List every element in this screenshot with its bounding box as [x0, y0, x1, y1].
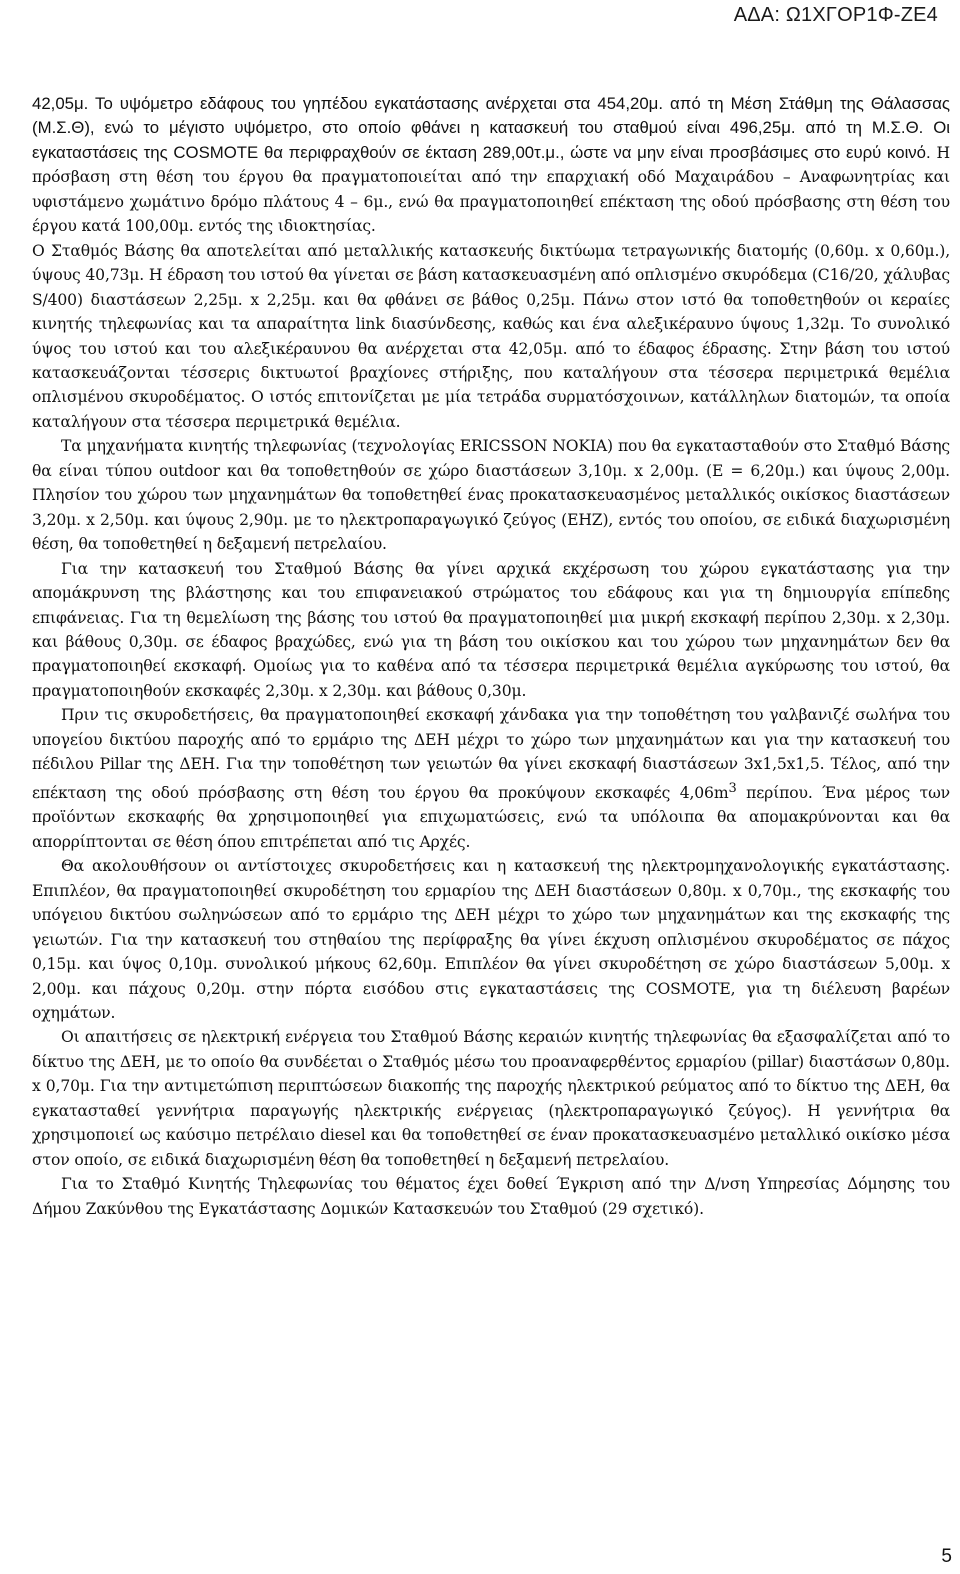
- paragraph-5: [32, 703, 950, 854]
- paragraph-1-serif-text: Η πρόσβαση στη θέση του έργου θα πραγματοποιείται από την επαρχιακή οδό Μαχαιράδου – Αναφωνητρίας και υφιστάμενο χωμάτινο δρόμο πλάτους 4 – 6μ., ενώ θα πραγματοποιηθεί επέκταση της οδού πρόσβασης στη θέση του έργου κατά 100,00μ. εντός της ιδιοκτησίας.: [32, 143, 950, 236]
- page-number: 5: [941, 1546, 952, 1567]
- paragraph-8: Για το Σταθμό Κινητής Τηλεφωνίας του θέματος έχει δοθεί Έγκριση από την Δ/νση Υπηρεσίας Δόμησης του Δήμου Ζακύνθου της Εγκατάστασης Δομικών Κατασκευών του Σταθμού (29 σχετικό).: [32, 1175, 950, 1218]
- paragraph-5-text-a: Πριν τις σκυροδετήσεις, θα πραγματοποιηθεί εκσκαφή χάνδακα για την τοποθέτηση του γαλβανιζέ σωλήνα του υπογείου δικτύου παροχής από το ερμάριο της ΔΕΗ μέχρι το χώρο των μηχανημάτων και για την κατασκευή του πέδιλου Pillar της ΔΕΗ. Για την τοποθέτηση των γειωτών θα γίνει εκσκαφή διαστάσεων 3x1,5x1,5. Τέλος, από την επέκταση της οδού πρόσβασης στη θέση του έργου θα προκύψουν εκσκαφές 4,06m: [32, 706, 950, 802]
- document-body: [32, 92, 950, 1221]
- paragraph-1-sans-text: 42,05μ. Το υψόμετρο εδάφους του γηπέδου εγκατάστασης ανέρχεται στα 454,20μ. από τη Μέση Στάθμη της Θάλασσας (Μ.Σ.Θ), ενώ το μέγιστο υψόμετρο, στο οποίο φθάνει η κατασκευή του σταθμού είναι 496,25μ. από τη Μ.Σ.Θ. Οι εγκαταστάσεις της COSMOTE θα περιφραχθούν σε έκταση 289,00τ.μ., ώστε να μην είναι προσβάσιμες στο ευρύ κοινό.: [32, 94, 950, 162]
- paragraph-1: [32, 92, 950, 239]
- paragraph-7: Οι απαιτήσεις σε ηλεκτρική ενέργεια του Σταθμού Βάσης κεραιών κινητής τηλεφωνίας θα εξασφαλίζεται από το δίκτυο της ΔΕΗ, με το οποίο θα συνδέεται ο Σταθμός μέσω του προαναφερθέντος ερμαρίου (pillar) διαστάσων 0,80μ. x 0,70μ. Για την αντιμετώπιση περιπτώσεων διακοπής της παροχής ηλεκτρικού ρεύματος από το δίκτυο της ΔΕΗ, θα εγκατασταθεί γεννήτρια παραγωγής ηλεκτρικής ενέργειας (ηλεκτροπαραγωγικό ζεύγος). Η γεννήτρια θα χρησιμοποιεί ως καύσιμο πετρέλαιο diesel και θα τοποθετηθεί σε έναν προκατασκευασμένο μεταλλικό οικίσκο μέσα στον οποίο, σε ειδικά διαχωρισμένη θέση θα τοποθετηθεί η δεξαμενή πετρελαίου.: [32, 1028, 950, 1169]
- paragraph-4: Για την κατασκευή του Σταθμού Βάσης θα γίνει αρχικά εκχέρσωση του χώρου εγκατάστασης για την απομάκρυνση της βλάστησης και του επιφανειακού στρώματος του εδάφους και για τη δημιουργία επίπεδης επιφάνειας. Για τη θεμελίωση της βάσης του ιστού θα πραγματοποιηθεί μια μικρή εκσκαφή περίπου 2,30μ. x 2,30μ. και βάθους 0,30μ. σε έδαφος βραχώδες, ενώ για τη βάση του οικίσκου και του χώρου των μηχανημάτων δεν θα πραγματοποιηθεί εκσκαφή. Ομοίως για το καθένα από τα τέσσερα περιμετρικά θεμέλια αγκύρωσης του ιστού, θα πραγματοποιηθούν εκσκαφές 2,30μ. x 2,30μ. και βάθους 0,30μ.: [32, 559, 950, 700]
- paragraph-6: Θα ακολουθήσουν οι αντίστοιχες σκυροδετήσεις και η κατασκευή της ηλεκτρομηχανολογικής εγκατάστασης. Επιπλέον, θα πραγματοποιηθεί σκυροδέτηση του ερμαρίου της ΔΕΗ διαστάσεων 0,80μ. x 0,70μ., της εκσκαφής του υπόγειου δικτύου σωληνώσεων από το ερμάριο της ΔΕΗ μέχρι το χώρο των μηχανημάτων και της εκσκαφής της γειωτών. Για την κατασκευή του στηθαίου της περίφραξης θα γίνει έκχυση οπλισμένου σκυροδέματος σε πάχος 0,15μ. και ύψος 0,10μ. συνολικού μήκους 62,60μ. Επιπλέον θα γίνει σκυροδέτηση σε χώρο διαστάσεων 5,00μ. x 2,00μ. και πάχους 0,20μ. στην πόρτα εισόδου στις εγκαταστάσεις της COSMOTE, για τη διέλευση βαρέων οχημάτων.: [32, 857, 950, 1022]
- superscript-cubed: 3: [728, 780, 737, 796]
- paragraph-3: Τα μηχανήματα κινητής τηλεφωνίας (τεχνολογίας ERICSSON NOKIA) που θα εγκατασταθούν στο Σταθμό Βάσης θα είναι τύπου outdoor και θα τοποθετηθούν σε χώρο διαστάσεων 3,10μ. x 2,00μ. (E = 6,20μ.) και ύψους 2,00μ. Πλησίον του χώρου των μηχανημάτων θα τοποθετηθεί ένας προκατασκευασμένος μεταλλικός οικίσκος διαστάσεων 3,20μ. x 2,50μ. και ύψους 2,90μ. με το ηλεκτροπαραγωγικό ζεύγος (ΕΗΖ), εντός του οποίου, σε ειδικά διαχωρισμένη θέση, θα τοποθετηθεί η δεξαμενή πετρελαίου.: [32, 437, 950, 554]
- paragraph-2: Ο Σταθμός Βάσης θα αποτελείται από μεταλλικής κατασκευής δικτύωμα τετραγωνικής διατομής (0,60μ. x 0,60μ.), ύψους 40,73μ. Η έδραση του ιστού θα γίνεται σε βάση κατασκευασμένη από οπλισμένο σκυρόδεμα (C16/20, χάλυβας S/400) διαστάσεων 2,25μ. x 2,25μ. και θα φθάνει σε βάθος 0,25μ. Πάνω στον ιστό θα τοποθετηθούν οι κεραίες κινητής τηλεφωνίας και τα απαραίτητα link διασύνδεσης, καθώς και ένα αλεξικέραυνο ύψους 1,32μ. Το συνολικό ύψος του ιστού και του αλεξικέραυνου θα ανέρχεται στα 42,05μ. από το έδαφος έδρασης. Στην βάση του ιστού κατασκευάζονται τέσσερις δικτυωτοί βραχίονες στήριξης, που καταλήγουν στα τέσσερα περιμετρικά θεμέλια οπλισμένου σκυροδέματος. Ο ιστός επιτονίζεται με μία τετράδα συρματόσχοινων, κατάλληλων διατομών, τα οποία καταλήγουν στα τέσσερα περιμετρικά θεμέλια.: [32, 241, 950, 431]
- ada-code: ΑΔΑ: Ω1ΧΓΟΡ1Φ-ΖΕ4: [733, 4, 938, 26]
- paragraph-5-text-b: περίπου. Ένα μέρος των προϊόντων εκσκαφής θα χρησιμοποιηθεί για επιχωματώσεις, ενώ τα υπόλοιπα θα απομακρύνονται και θα απορρίπτονται σε θέση όπου επιτρέπεται από τις Αρχές.: [32, 783, 950, 851]
